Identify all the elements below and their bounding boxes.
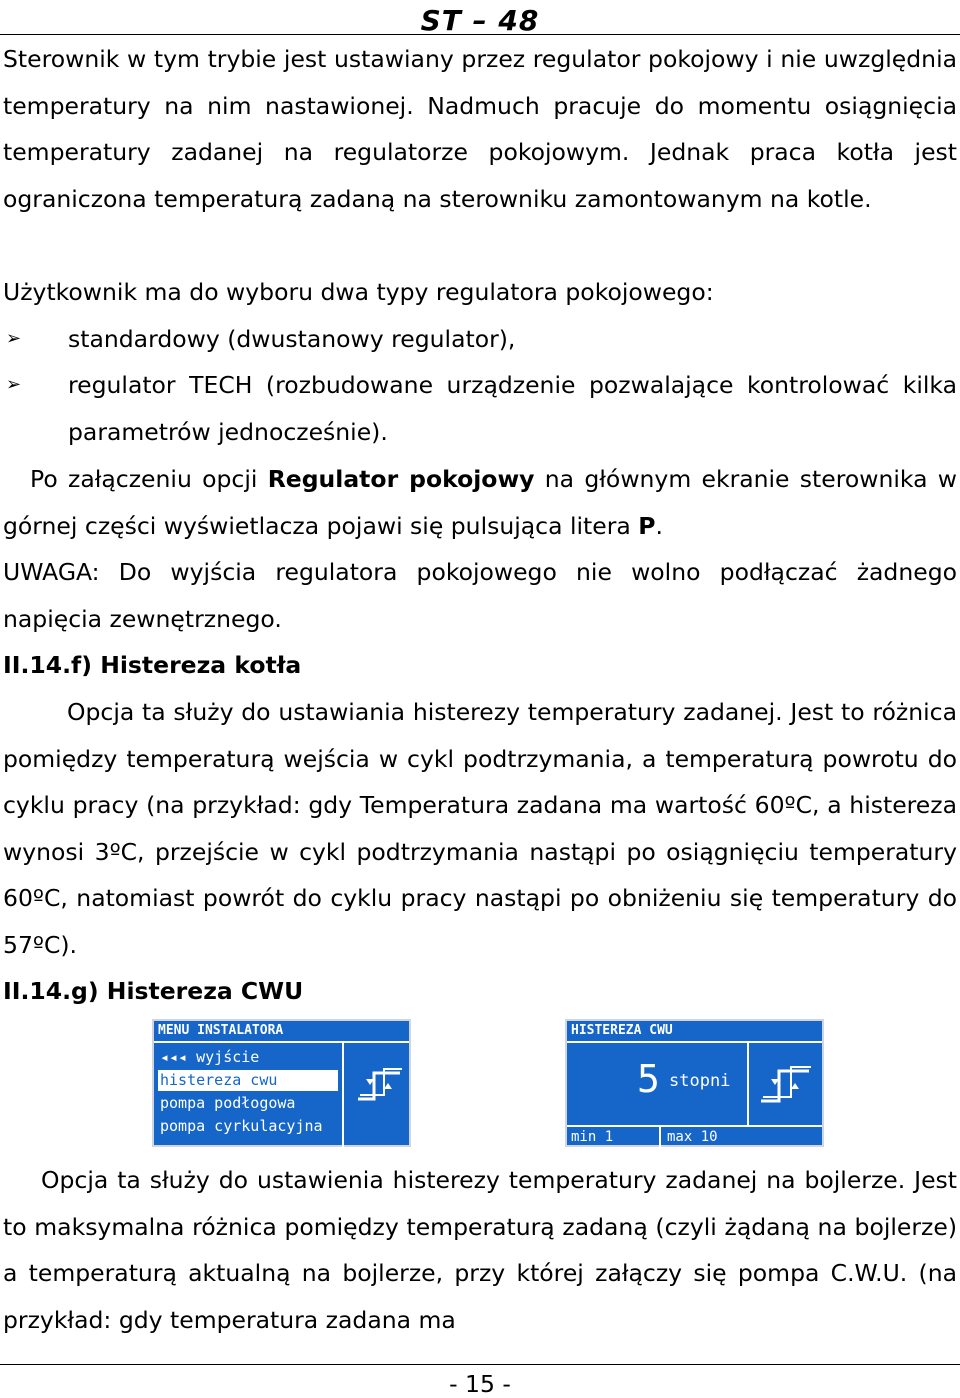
bullet-text: standardowy (dwustanowy regulator), [68, 325, 516, 353]
lcd-divider [154, 1041, 409, 1043]
range-min-label: min 1 [571, 1129, 614, 1145]
paragraph-room-regulator-mode: Sterownik w tym trybie jest ustawiany przez regulator pokojowy i nie uwzględnia temperatury na nim nastawionej. Nadmuch pracuje do momentu osiągnięcia temperatury zadanej na regulatorze pokojowym. Jednak praca kotła jest ograniczona temperaturą zadaną na sterowniku zamontowanym na kotle. [3, 45, 957, 213]
hysteresis-icon [356, 1065, 404, 1105]
lcd-separator [342, 1043, 344, 1147]
lcd-installer-menu-screen [152, 1019, 411, 1147]
footer-divider [0, 1364, 960, 1365]
lcd-divider [567, 1041, 822, 1043]
text-segment: Po załączeniu opcji [30, 465, 268, 493]
lcd-title: HISTEREZA CWU [571, 1023, 673, 1038]
text-segment: . [655, 511, 663, 540]
header-divider [0, 34, 960, 35]
paragraph-cwu-hysteresis: Opcja ta służy do ustawienia histerezy temperatury zadanej na bojlerze. Jest to maksymalna różnica pomiędzy temperaturą zadaną (czyli żądaną na bojlerze) a temperaturą aktualną na bojlerze, przy której załączy się pompa C.W.U. (na przykład: gdy temperatura zadana ma [3, 1166, 957, 1334]
range-max-label: max 10 [667, 1129, 718, 1145]
paragraph-room-regulator-option [3, 456, 957, 549]
page-header-title: ST – 48 [420, 4, 540, 37]
section-heading-boiler-hysteresis: II.14.f) Histereza kotła [3, 651, 302, 679]
page-number: - 15 - [449, 1370, 511, 1398]
menu-item-floor-pump[interactable]: pompa podłogowa [160, 1094, 296, 1112]
bullet-item-tech [3, 362, 957, 455]
lcd-range-separator [659, 1125, 661, 1147]
option-name-bold: Regulator pokojowy [267, 465, 535, 493]
paragraph-warning: UWAGA: Do wyjścia regulatora pokojowego nie wolno podłączać żadnego napięcia zewnętrznego. [3, 558, 957, 633]
bullet-item-standard [3, 316, 957, 363]
menu-item-exit[interactable]: ◂◂◂ wyjście [160, 1048, 260, 1066]
menu-item-circulation-pump[interactable]: pompa cyrkulacyjna [160, 1117, 323, 1135]
hysteresis-unit: stopni [669, 1071, 731, 1091]
letter-p-bold: P [638, 511, 656, 540]
text-segment: na głównym ekranie sterownika w górnej części wyświetlacza pojawi się pulsująca litera [3, 465, 957, 540]
arrow-bullet-icon: ➢ [6, 328, 22, 349]
menu-item-cwu-hysteresis[interactable]: histereza cwu [158, 1070, 338, 1091]
paragraph-boiler-hysteresis: Opcja ta służy do ustawiania histerezy temperatury zadanej. Jest to różnica pomiędzy temperaturą wejścia w cykl podtrzymania, a temperaturą powrotu do cyklu pracy (na przykład: gdy Temperatura zadana ma wartość 60ºC, a histereza wynosi 3ºC, przejście w cykl podtrzymania nastąpi po osiągnięciu temperatury 60ºC, natomiast powrót do cyklu pracy nastąpi po obniżeniu się temperatury do 57ºC). [3, 698, 957, 959]
paragraph-regulator-types: Użytkownik ma do wyboru dwa typy regulatora pokojowego: [3, 278, 714, 306]
lcd-separator [747, 1043, 749, 1125]
section-heading-cwu-hysteresis: II.14.g) Histereza CWU [3, 977, 304, 1005]
hysteresis-value: 5 [637, 1057, 660, 1101]
arrow-bullet-icon: ➢ [6, 374, 22, 395]
bullet-text: regulator TECH (rozbudowane urządzenie pozwalające kontrolować kilka parametrów jednocześnie). [68, 371, 957, 446]
hysteresis-icon [759, 1063, 813, 1107]
lcd-title: MENU INSTALATORA [158, 1023, 284, 1038]
lcd-cwu-hysteresis-screen [565, 1019, 824, 1147]
